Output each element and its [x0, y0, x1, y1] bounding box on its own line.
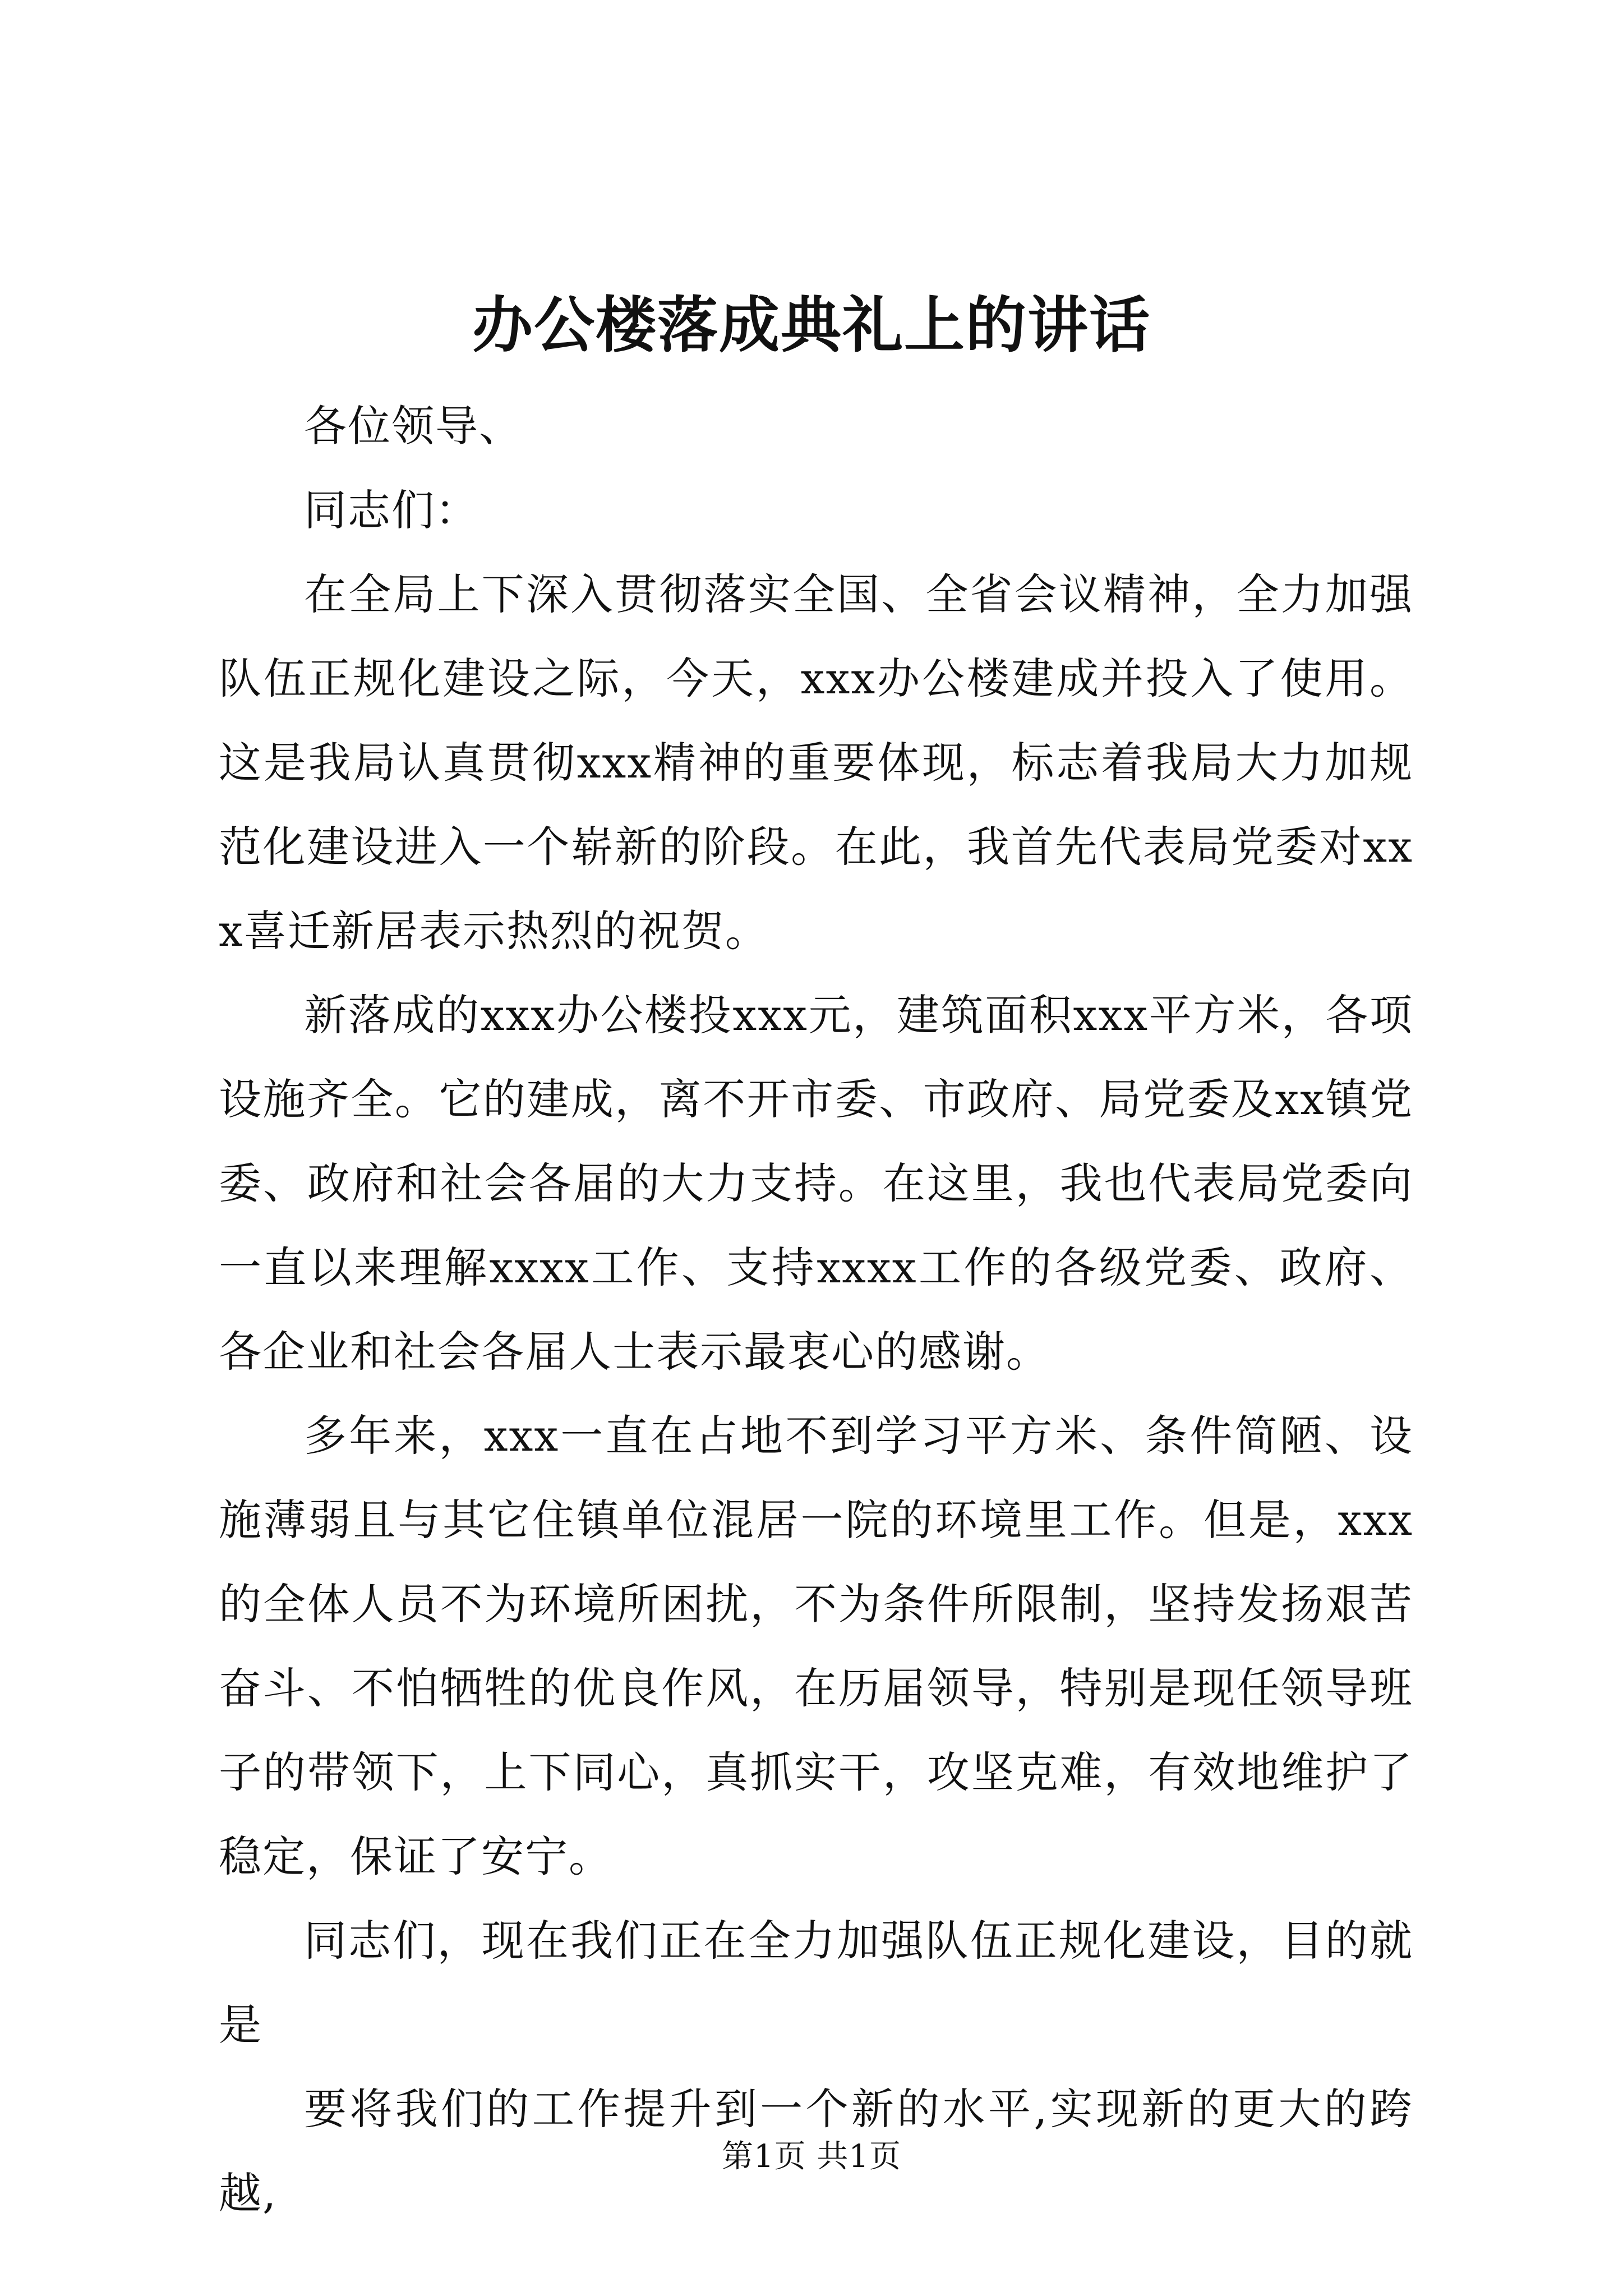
document-body — [219, 384, 1413, 2235]
body-paragraph: 多年来，xxx一直在占地不到学习平方米、条件简陋、设施薄弱且与其它住镇单位混居一院的环境里工作。但是，xxx的全体人员不为环境所困扰，不为条件所限制，坚持发扬艰苦奋斗、不怕牺牲的优良作风，在历届领导，特别是现任领导班子的带领下，上下同心，真抓实干，攻坚克难，有效地维护了稳定，保证了安宁。 — [219, 1411, 1413, 1881]
body-paragraph: 要将我们的工作提升到一个新的水平,实现新的更大的跨越, — [219, 2084, 1413, 2218]
page-footer: 第1页 共1页 — [721, 2138, 902, 2175]
document-title: 办公楼落成典礼上的讲话 — [472, 290, 1151, 361]
greeting-line: 各位领导、 — [304, 401, 523, 451]
body-paragraph: 同志们，现在我们正在全力加强队伍正规化建设，目的就是 — [219, 1916, 1413, 2050]
greeting-line: 同志们： — [304, 485, 479, 535]
body-paragraph: 在全局上下深入贯彻落实全国、全省会议精神，全力加强队伍正规化建设之际，今天，xxx办公楼建成并投入了使用。这是我局认真贯彻xxx精神的重要体现，标志着我局大力加规范化建设进入一个崭新的阶段。在此，我首先代表局党委对xxx喜迁新居表示热烈的祝贺。 — [219, 569, 1413, 956]
body-paragraph: 新落成的xxx办公楼投xxx元，建筑面积xxx平方米，各项设施齐全。它的建成，离不开市委、市政府、局党委及xx镇党委、政府和社会各届的大力支持。在这里，我也代表局党委向一直以来理解xxxx工作、支持xxxx工作的各级党委、政府、各企业和社会各届人士表示最衷心的感谢。 — [219, 990, 1413, 1377]
